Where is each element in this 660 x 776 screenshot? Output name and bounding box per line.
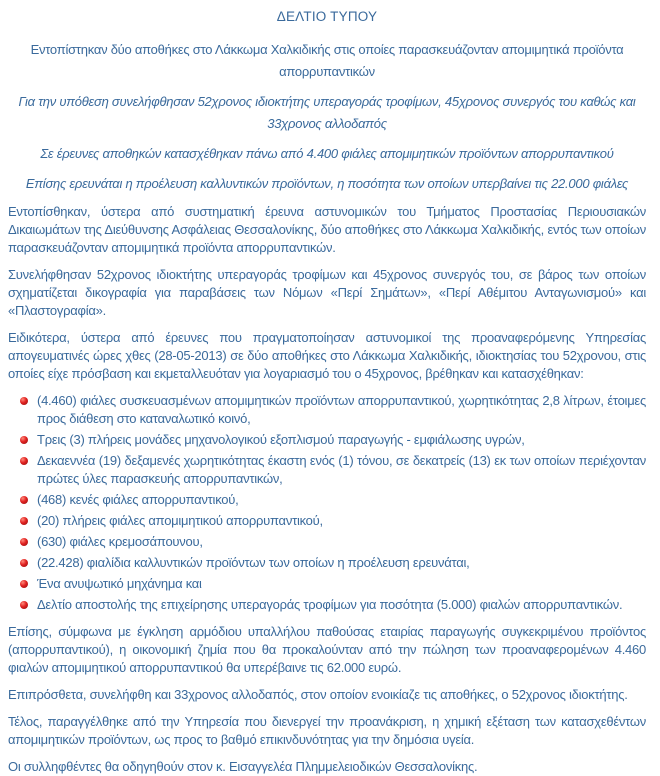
list-item-text: (630) φιάλες κρεμοσάπουνου, <box>37 534 203 549</box>
list-item <box>20 575 646 593</box>
list-item <box>20 512 646 530</box>
red-ball-bullet-icon <box>20 436 28 444</box>
red-ball-bullet-icon <box>20 517 28 525</box>
document-title: ΔΕΛΤΙΟ ΤΥΠΟΥ <box>276 9 378 24</box>
list-item <box>20 533 646 551</box>
list-item-text: Τρεις (3) πλήρεις μονάδες μηχανολογικού εξοπλισμού παραγωγής - εμφιάλωσης υγρών, <box>37 432 525 447</box>
list-item <box>20 431 646 449</box>
red-ball-bullet-icon <box>20 457 28 465</box>
list-item <box>20 452 646 488</box>
list-item <box>20 491 646 509</box>
red-ball-bullet-icon <box>20 601 28 609</box>
paragraph-discovery: Εντοπίσθηκαν, ύστερα από συστηματική έρευνα αστυνομικών του Τμήματος Προστασίας Περιουσιακών Δικαιωμάτων της Διεύθυνσης Ασφάλειας Θεσσαλονίκης, δύο αποθήκες στο Λάκκωμα Χαλκιδικής, εντός των οποίων παρασκευάζονταν απομιμητικά προϊόντα απορρυπαντικών. <box>8 204 646 255</box>
list-item <box>20 392 646 428</box>
list-item-text: (20) πλήρεις φιάλες απομιμητικού απορρυπαντικού, <box>37 513 323 528</box>
paragraph-prosecutor: Οι συλληφθέντες θα οδηγηθούν στον κ. Εισαγγελέα Πλημμελειοδικών Θεσσαλονίκης. <box>8 759 478 774</box>
red-ball-bullet-icon <box>20 397 28 405</box>
list-item-text: (468) κενές φιάλες απορρυπαντικού, <box>37 492 239 507</box>
subhead-cosmetics: Επίσης ερευνάται η προέλευση καλλυντικών προϊόντων, η ποσότητα των οποίων υπερβαίνει τις 22.000 φιάλες <box>25 176 629 191</box>
paragraph-search-details: Ειδικότερα, ύστερα από έρευνες που πραγματοποίησαν αστυνομικοί της προαναφερόμενης Υπηρεσίας απογευματινές ώρες χθες (28-05-2013) σε δύο αποθήκες στο Λάκκωμα Χαλκιδικής, ιδιοκτησίας του 52χρονου, στις οποίες είχε πρόσβαση και εκμεταλλευόταν για λογαριασμό του ο 45χρονος, βρέθηκαν και κατασχέθηκαν: <box>8 330 646 381</box>
list-item <box>20 596 646 614</box>
list-item-text: (4.460) φιάλες συσκευασμένων απομιμητικών προϊόντων απορρυπαντικού, χωρητικότητας 2,8 λίτρων, έτοιμες προς διάθεση στο καταναλωτικό κοινό, <box>37 393 646 426</box>
paragraph-third-arrest: Επιπρόσθετα, συνελήφθη και 33χρονος αλλοδαπός, στον οποίον ενοικίαζε τις αποθήκες, ο 52χρονος ιδιοκτήτης. <box>8 687 628 702</box>
red-ball-bullet-icon <box>20 580 28 588</box>
list-item-text: (22.428) φιαλίδια καλλυντικών προϊόντων των οποίων η προέλευση ερευνάται, <box>37 555 470 570</box>
list-item-text: Ένα ανυψωτικό μηχάνημα και <box>37 576 202 591</box>
paragraph-arrests: Συνελήφθησαν 52χρονος ιδιοκτήτης υπεραγοράς τροφίμων και 45χρονος συνεργός του, σε βάρος των οποίων σχηματίζεται δικογραφία για παραβάσεις των Νόμων «Περί Σημάτων», «Περί Αθέμιτου Ανταγωνισμού» και «Πλαστογραφία». <box>8 267 646 318</box>
subhead-arrests: Για την υπόθεση συνελήφθησαν 52χρονος ιδιοκτήτης υπεραγοράς τροφίμων, 45χρονος συνεργός του καθώς και 33χρονος αλλοδαπός <box>18 94 636 131</box>
red-ball-bullet-icon <box>20 496 28 504</box>
seized-items-list <box>8 392 646 614</box>
red-ball-bullet-icon <box>20 538 28 546</box>
headline: Εντοπίστηκαν δύο αποθήκες στο Λάκκωμα Χαλκιδικής στις οποίες παρασκευάζονταν απομιμητικά προϊόντα απορρυπαντικών <box>30 42 624 79</box>
paragraph-chemical-test: Τέλος, παραγγέλθηκε από την Υπηρεσία που διενεργεί την προανάκριση, η χημική εξέταση των κατασχεθέντων απομιμητικών προϊόντων, ως προς το βαθμό επικινδυνότητας για την δημόσια υγεία. <box>8 714 646 747</box>
red-ball-bullet-icon <box>20 559 28 567</box>
subhead-seizure: Σε έρευνες αποθηκών κατασχέθηκαν πάνω από 4.400 φιάλες απομιμητικών προϊόντων απορρυπαντικού <box>40 146 614 161</box>
list-item <box>20 554 646 572</box>
paragraph-damages: Επίσης, σύμφωνα με έγκληση αρμόδιου υπαλλήλου παθούσας εταιρίας παραγωγής συγκεκριμένου προϊόντος (απορρυπαντικού), η οικονομική ζημία που θα προκαλούνταν από την πώληση των προαναφερομένων 4.460 φιαλών απομιμητικού απορρυπαντικού θα υπερέβαινε τις 62.000 ευρώ. <box>8 624 646 675</box>
list-item-text: Δεκαεννέα (19) δεξαμενές χωρητικότητας έκαστη ενός (1) τόνου, σε δεκατρείς (13) εκ των οποίων περιέχονταν πρώτες ύλες παρασκευής απορρυπαντικών, <box>37 453 646 486</box>
list-item-text: Δελτίο αποστολής της επιχείρησης υπεραγοράς τροφίμων για ποσότητα (5.000) φιαλών απορρυπαντικών. <box>37 597 623 612</box>
